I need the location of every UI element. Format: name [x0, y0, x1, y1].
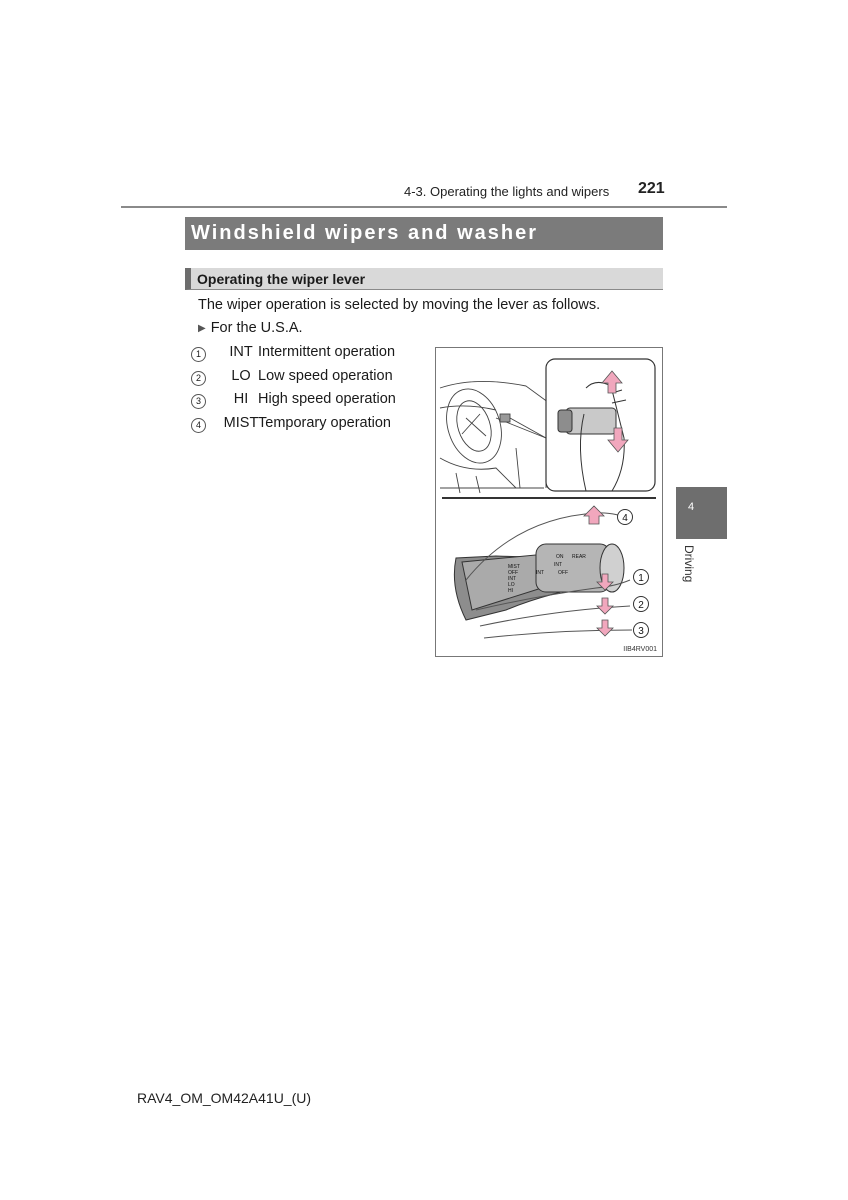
lever-label-hi: HI [508, 588, 513, 594]
lever-label-int-rear: INT [554, 562, 563, 568]
circled-number: 3 [191, 394, 206, 409]
callout-4: 4 [622, 513, 628, 524]
lever-label-int-front: INT [536, 570, 545, 576]
lever-label-off-rear: OFF [558, 570, 568, 576]
callout-3: 3 [638, 626, 644, 637]
callout-1: 1 [638, 573, 644, 584]
circled-number: 1 [191, 347, 206, 362]
operation-description: Intermittent operation [258, 344, 396, 360]
chapter-tab-label: Driving [682, 545, 696, 583]
figure-id: IIB4RV001 [623, 646, 657, 653]
mist-arrow-icon [584, 506, 604, 524]
intro-text: The wiper operation is selected by moving the lever as follows. [198, 297, 601, 313]
operation-description: High speed operation [258, 391, 396, 407]
page-number: 221 [638, 180, 665, 197]
header-section-title: 4-3. Operating the lights and wipers [404, 184, 610, 199]
operation-description: Temporary operation [258, 414, 391, 431]
header-divider [121, 206, 727, 208]
lo-arrow-icon [597, 598, 613, 614]
operation-code: HI [233, 391, 249, 407]
lever-label-mist: MIST [508, 564, 520, 570]
circled-number: 4 [191, 418, 206, 433]
circled-number: 2 [191, 371, 206, 386]
lever-label-on: ON [556, 554, 564, 560]
chapter-tab-number: 4 [687, 501, 695, 513]
operation-description: Low speed operation [258, 367, 393, 384]
footer-doc-id: RAV4_OM_OM42A41U_(U) [137, 1090, 312, 1106]
operation-code: LO [231, 367, 251, 384]
lever-label-lo: LO [508, 582, 515, 588]
market-label [198, 320, 303, 336]
lever-label-rear: REAR [572, 554, 586, 560]
lever-label-off: OFF [508, 570, 518, 576]
section-subheading: Operating the wiper lever [185, 268, 663, 290]
lever-label-int: INT [508, 576, 517, 582]
operation-code: MIST [223, 414, 259, 431]
triangle-bullet-icon: ▶ [198, 323, 206, 334]
operation-code: INT [229, 344, 253, 360]
chapter-tab [676, 487, 727, 539]
market-text: For the U.S.A. [210, 320, 303, 336]
wiper-lever-illustration [436, 348, 662, 656]
wiper-lever-figure [435, 347, 663, 657]
page-title: Windshield wipers and washer [185, 217, 663, 250]
dashboard-illustration [438, 381, 556, 493]
hi-arrow-icon [597, 620, 613, 636]
callout-2: 2 [638, 600, 644, 611]
